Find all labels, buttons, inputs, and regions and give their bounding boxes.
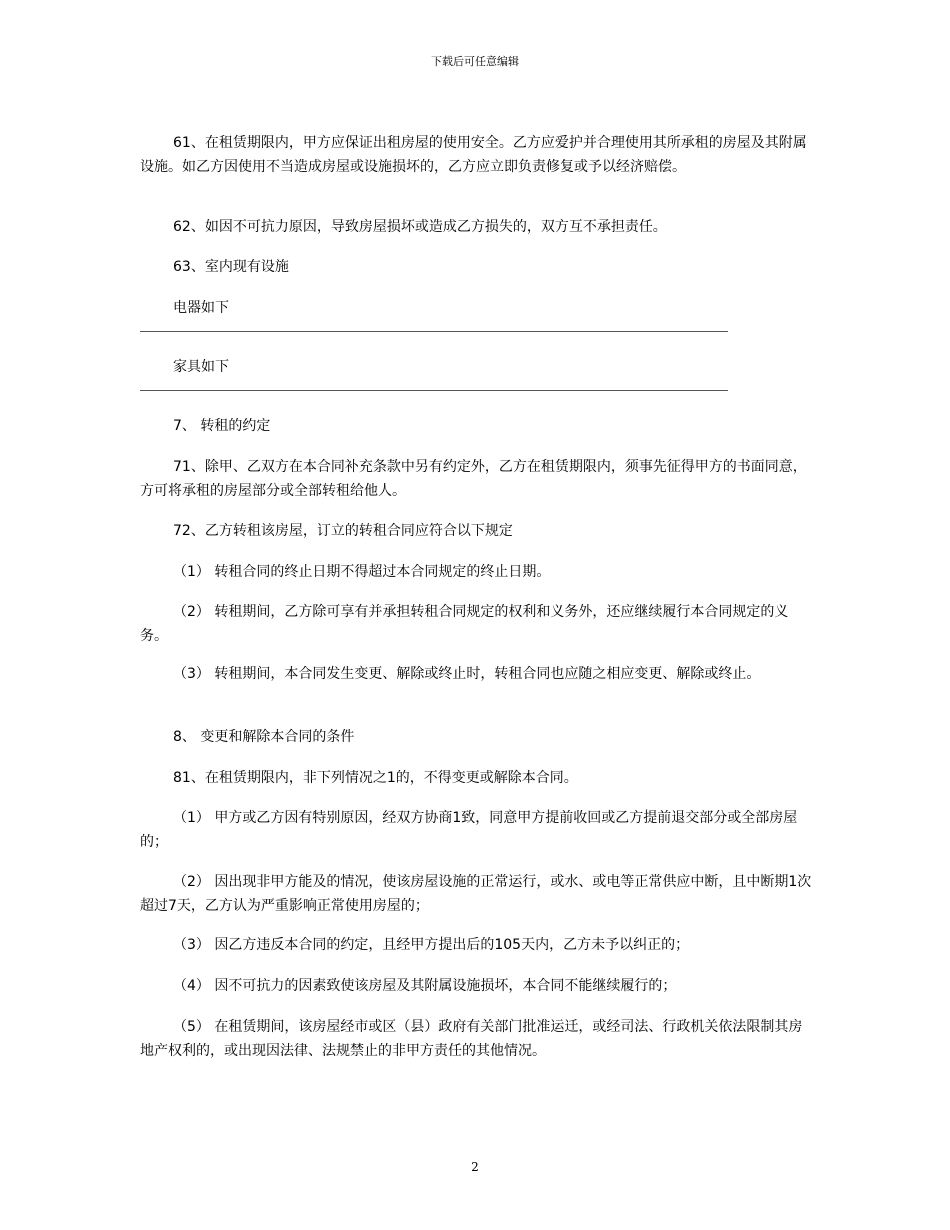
paragraph-81-item-5: （5） 在租赁期间，该房屋经市或区（县）政府有关部门批准运迁，或经司法、行政机关依法限制其房地产权利的，或出现因法律、法规禁止的非甲方责任的其他情况。 [140, 1019, 803, 1059]
paragraph-72-item-2: （2） 转租期间，乙方除可享有并承担转租合同规定的权利和义务外，还应继续履行本合同规定的义务。 [140, 604, 789, 644]
paragraph-63: 63、室内现有设施 [173, 259, 289, 275]
furniture-blank-line [140, 390, 728, 391]
paragraph-81-item-1: （1） 甲方或乙方因有特别原因，经双方协商1致，同意甲方提前收回或乙方提前退交部分或全部房屋的； [140, 810, 798, 850]
appliances-label: 电器如下 [173, 300, 229, 316]
paragraph-72: 72、乙方转租该房屋，订立的转租合同应符合以下规定 [173, 523, 513, 539]
section-7-heading: 7、 转租的约定 [173, 418, 271, 434]
appliances-blank-line [140, 331, 728, 332]
paragraph-72-item-3: （3） 转租期间，本合同发生变更、解除或终止时，转租合同也应随之相应变更、解除或终止。 [173, 666, 761, 682]
paragraph-61: 61、在租赁期限内，甲方应保证出租房屋的使用安全。乙方应爱护并合理使用其所承租的房屋及其附属设施。如乙方因使用不当造成房屋或设施损坏的，乙方应立即负责修复或予以经济赔偿。 [140, 135, 807, 175]
paragraph-81-item-2: （2） 因出现非甲方能及的情况，使该房屋设施的正常运行，或水、或电等正常供应中断，且中断期1次超过7天，乙方认为严重影响正常使用房屋的； [140, 874, 812, 914]
paragraph-71: 71、除甲、乙双方在本合同补充条款中另有约定外，乙方在租赁期限内，须事先征得甲方的书面同意，方可将承租的房屋部分或全部转租给他人。 [140, 459, 807, 499]
section-8-heading: 8、 变更和解除本合同的条件 [173, 729, 355, 745]
page-number: 2 [471, 1160, 479, 1174]
paragraph-81-item-3: （3） 因乙方违反本合同的约定，且经甲方提出后的105天内，乙方未予以纠正的； [173, 937, 690, 953]
page-header: 下载后可任意编辑 [431, 55, 519, 68]
paragraph-81-item-4: （4） 因不可抗力的因素致使该房屋及其附属设施损坏，本合同不能继续履行的； [173, 978, 677, 994]
paragraph-62: 62、如因不可抗力原因，导致房屋损坏或造成乙方损失的，双方互不承担责任。 [173, 219, 667, 235]
paragraph-81: 81、在租赁期限内，非下列情况之1的，不得变更或解除本合同。 [173, 770, 578, 786]
paragraph-72-item-1: （1） 转租合同的终止日期不得超过本合同规定的终止日期。 [173, 564, 551, 580]
furniture-label: 家具如下 [173, 359, 229, 375]
